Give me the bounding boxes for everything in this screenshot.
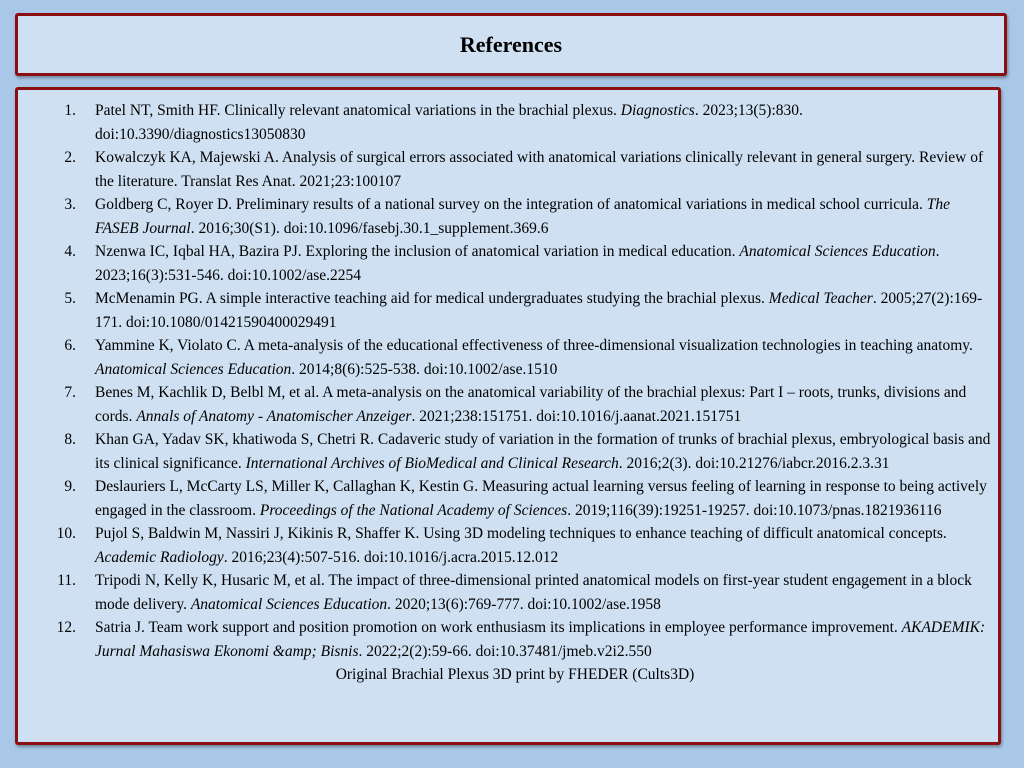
reference-number: 7. xyxy=(64,384,76,401)
references-panel xyxy=(15,87,1001,745)
reference-list xyxy=(18,99,992,663)
reference-item xyxy=(18,381,992,428)
reference-item xyxy=(18,240,992,287)
reference-authors-title: Satria J. Team work support and position promotion on work enthusiasm its implications in employee performance improvement. xyxy=(95,619,902,636)
reference-citation: . 2016;30(S1). doi:10.1096/fasebj.30.1_supplement.369.6 xyxy=(190,219,549,237)
reference-citation: . 2016;23(4):507-516. doi:10.1016/j.acra.2015.12.012 xyxy=(223,548,559,566)
reference-text xyxy=(95,475,992,522)
reference-journal: Anatomical Sciences Education xyxy=(95,360,292,378)
reference-number: 5. xyxy=(64,290,76,307)
reference-item xyxy=(18,193,992,240)
reference-citation: . 2020;13(6):769-777. doi:10.1002/ase.1958 xyxy=(387,595,661,613)
reference-item xyxy=(18,146,992,193)
title-panel xyxy=(15,13,1007,76)
reference-journal: Diagnostics xyxy=(620,102,695,119)
reference-authors-title: Tripodi N, Kelly K, Husaric M, et al. The impact of three‐dimensional printed anatomical models on first‐year student engagement in a block mode delivery. xyxy=(95,572,972,613)
reference-authors-title: Nzenwa IC, Iqbal HA, Bazira PJ. Exploring the inclusion of anatomical variation in medical education. xyxy=(95,243,740,260)
reference-number: 2. xyxy=(64,149,76,166)
reference-text xyxy=(95,99,992,146)
reference-journal: Anatomical Sciences Education xyxy=(739,243,936,260)
reference-authors-title: Benes M, Kachlik D, Belbl M, et al. A meta-analysis on the anatomical variability of the brachial plexus: Part I – roots, trunks, divisions and cords. xyxy=(95,384,967,425)
reference-text xyxy=(95,522,992,569)
reference-citation: . 2023;13(5):830. doi:10.3390/diagnostics13050830 xyxy=(95,102,803,143)
reference-citation: . 2022;2(2):59-66. doi:10.37481/jmeb.v2i2.550 xyxy=(358,642,652,660)
reference-citation: . 2014;8(6):525-538. doi:10.1002/ase.1510 xyxy=(291,360,558,378)
reference-item xyxy=(18,334,992,381)
reference-citation: . 2016;2(3). doi:10.21276/iabcr.2016.2.3.31 xyxy=(618,454,890,472)
reference-item xyxy=(18,569,992,616)
reference-item xyxy=(18,616,992,663)
reference-number: 3. xyxy=(64,196,76,213)
reference-text xyxy=(95,146,992,193)
reference-number: 8. xyxy=(64,431,76,448)
reference-authors-title: Khan GA, Yadav SK, khatiwoda S, Chetri R. Cadaveric study of variation in the formation of trunks of brachial plexus, embryological basis and its clinical significance. xyxy=(95,431,991,472)
reference-number: 4. xyxy=(64,243,76,260)
reference-number: 1. xyxy=(64,102,76,119)
reference-text xyxy=(95,616,992,663)
reference-authors-title: Goldberg C, Royer D. Preliminary results of a national survey on the integration of anatomical variations in medical school curricula. xyxy=(95,196,927,213)
reference-authors-title: McMenamin PG. A simple interactive teaching aid for medical undergraduates studying the brachial plexus. xyxy=(95,290,769,307)
reference-item xyxy=(18,99,992,146)
reference-authors-title: Pujol S, Baldwin M, Nassiri J, Kikinis R, Shaffer K. Using 3D modeling techniques to enhance teaching of difficult anatomical concepts. xyxy=(95,525,947,542)
reference-citation: . 2005;27(2):169-171. doi:10.1080/01421590400029491 xyxy=(95,290,983,331)
reference-number: 11. xyxy=(57,572,76,589)
reference-item xyxy=(18,428,992,475)
reference-text xyxy=(95,381,992,428)
reference-item xyxy=(18,522,992,569)
reference-text xyxy=(95,240,992,287)
reference-number: 9. xyxy=(64,478,76,495)
reference-authors-title: Kowalczyk KA, Majewski A. Analysis of surgical errors associated with anatomical variations clinically relevant in general surgery. Review of the literature. Translat Res Anat. 2021;23:100107 xyxy=(95,149,984,190)
reference-authors-title: Patel NT, Smith HF. Clinically relevant anatomical variations in the brachial plexus. xyxy=(95,102,621,119)
reference-journal: International Archives of BioMedical and Clinical Research xyxy=(245,454,619,472)
reference-journal: Annals of Anatomy - Anatomischer Anzeiger xyxy=(136,407,412,425)
reference-text xyxy=(95,569,992,616)
reference-citation: . 2021;238:151751. doi:10.1016/j.aanat.2021.151751 xyxy=(411,407,742,425)
reference-number: 12. xyxy=(56,619,76,636)
reference-item xyxy=(18,475,992,522)
reference-citation: . 2023;16(3):531-546. doi:10.1002/ase.2254 xyxy=(95,243,940,284)
reference-journal: AKADEMIK: Jurnal Mahasiswa Ekonomi &amp; Bisnis xyxy=(95,619,986,660)
reference-authors-title: Deslauriers L, McCarty LS, Miller K, Callaghan K, Kestin G. Measuring actual learning versus feeling of learning in response to being actively engaged in the classroom. xyxy=(95,478,987,519)
reference-journal: Medical Teacher xyxy=(768,290,873,307)
page-title: References xyxy=(459,31,563,57)
reference-citation: . 2019;116(39):19251-19257. doi:10.1073/pnas.1821936116 xyxy=(567,501,942,519)
reference-journal: Anatomical Sciences Education xyxy=(190,595,388,613)
reference-authors-title: Yammine K, Violato C. A meta‐analysis of the educational effectiveness of three‐dimensional visualization technologies in teaching anatomy. xyxy=(95,337,973,354)
reference-text xyxy=(95,193,992,240)
reference-journal: The FASEB Journal xyxy=(95,196,951,237)
reference-journal: Proceedings of the National Academy of Sciences xyxy=(259,501,568,519)
image-credit: Original Brachial Plexus 3D print by FHEDER (Cults3D) xyxy=(335,666,695,683)
reference-number: 6. xyxy=(64,337,76,354)
reference-number: 10. xyxy=(56,525,76,542)
reference-journal: Academic Radiology xyxy=(95,548,224,566)
reference-text xyxy=(95,334,992,381)
reference-text xyxy=(95,287,992,334)
reference-item xyxy=(18,287,992,334)
reference-text xyxy=(95,428,992,475)
